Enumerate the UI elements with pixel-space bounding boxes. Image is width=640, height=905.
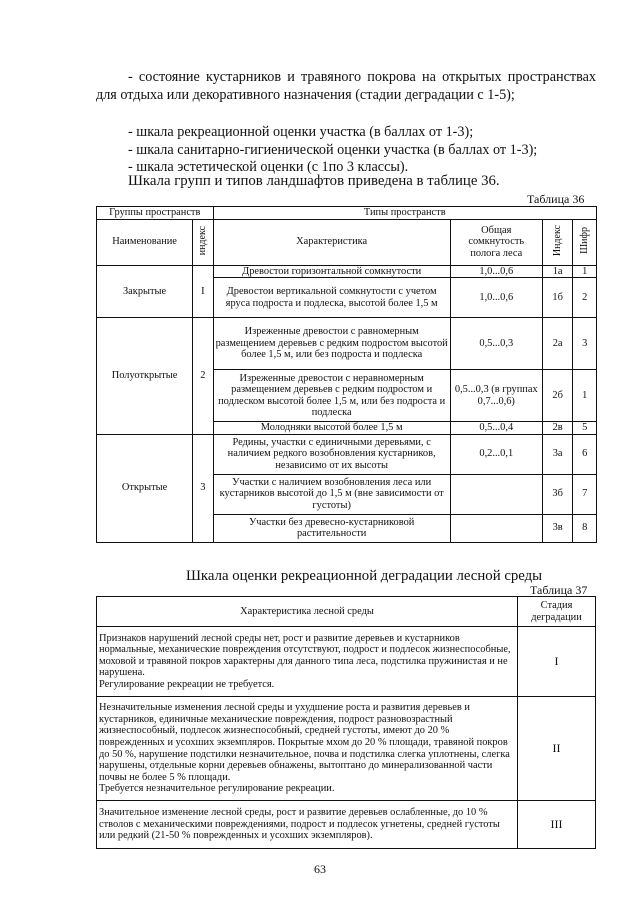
type-code: 1 bbox=[573, 370, 597, 422]
intro-paragraph: - состояние кустарников и травяного покрова на открытых пространствах для отдыха или декоративного назначения (стадии деградации с 1-5); bbox=[96, 69, 596, 103]
type-closure: 1,0...0,6 bbox=[450, 265, 542, 278]
type-characteristic: Древостои вертикальной сомкнутости с учетом яруса подроста и подлеска, высотой более 1,5 м bbox=[213, 278, 450, 318]
group-name-closed: Закрытые bbox=[97, 265, 193, 318]
degradation-stage: III bbox=[518, 801, 596, 849]
group-index-open: 3 bbox=[193, 434, 213, 542]
type-closure bbox=[450, 514, 542, 542]
type-characteristic: Молодняки высотой более 1,5 м bbox=[213, 422, 450, 435]
header-group-index: индекс bbox=[197, 225, 209, 255]
bullet-recreation-scale: - шкала рекреационной оценки участка (в баллах от 1-3); bbox=[128, 124, 474, 140]
table-row bbox=[97, 801, 596, 849]
table-row bbox=[97, 434, 597, 474]
type-closure: 0,5...0,3 (в группах 0,7...0,6) bbox=[450, 370, 542, 422]
type-characteristic: Участки без древесно-кустарниковой растительности bbox=[213, 514, 450, 542]
type-code: 8 bbox=[573, 514, 597, 542]
degradation-note: Регулирование рекреации не требуется. bbox=[99, 678, 275, 690]
bullet-sanitary-scale: - шкала санитарно-гигиенической оценки участка (в баллах от 1-3); bbox=[128, 142, 538, 158]
type-index: 2а bbox=[542, 318, 573, 370]
header-degradation-stage: Стадия деградации bbox=[518, 597, 596, 627]
page-number: 63 bbox=[314, 862, 326, 876]
bullet-aesthetic-scale: - шкала эстетической оценки (с 1по 3 классы). bbox=[128, 159, 409, 175]
header-groups: Группы пространств bbox=[97, 207, 214, 220]
type-characteristic: Редины, участки с единичными деревьями, с наличием редкого возобновления кустарников, независимо от их высоты bbox=[213, 434, 450, 474]
degradation-stage: II bbox=[518, 697, 596, 801]
header-characteristic: Характеристика bbox=[213, 219, 450, 265]
degradation-note: Требуется незначительное регулирование рекреации. bbox=[99, 783, 335, 795]
table-row bbox=[97, 318, 597, 370]
degradation-description: Незначительные изменения лесной среды и ухудшение роста и развития деревьев и кустарников, единичные механические повреждения, подрост разновозрастный жизнеспособный, подлесок жизнеспособный, средней густоты, имеют до 20 % поврежденных и усохших экземпляров. Покрытые мхом до 20 % площади, травяной покров до 50 %, нарушение подстилки незначительное, почва и подстилка слегка уплотнены, слегка нарушены, отдельные корни деревьев обнажены, вытоптано до минерализованной части почвы не более 5 % площади. bbox=[99, 702, 510, 783]
table36-lead-text: Шкала групп и типов ландшафтов приведена в таблице 36. bbox=[128, 173, 500, 189]
type-index: 3а bbox=[542, 434, 573, 474]
header-closure: Общая сомкнутость полога леса bbox=[450, 219, 542, 265]
table-row bbox=[97, 265, 597, 278]
type-index: 1б bbox=[542, 278, 573, 318]
table-row bbox=[97, 627, 596, 697]
landscape-types-table bbox=[96, 206, 597, 543]
degradation-description: Признаков нарушений лесной среды нет, рост и развитие деревьев и кустарников нормальные, механические повреждения отсутствуют, подрост и подлесок жизнеспособные, моховой и травяной покров характерны для данного типа леса, подстилка пружинистая и не нарушена. bbox=[99, 632, 511, 679]
group-index-semi-open: 2 bbox=[193, 318, 213, 435]
type-characteristic: Изреженные древостои с равномерным размещением деревьев с редким подростом высотой более 1,5 м, или без подроста и подлеска bbox=[213, 318, 450, 370]
table-row bbox=[97, 697, 596, 801]
type-code: 1 bbox=[573, 265, 597, 278]
group-name-open: Открытые bbox=[97, 434, 193, 542]
type-code: 7 bbox=[573, 474, 597, 514]
header-type-index: Индекс bbox=[552, 224, 564, 256]
header-types: Типы пространств bbox=[213, 207, 596, 220]
header-code: Шифр bbox=[579, 226, 591, 254]
group-name-semi-open: Полуоткрытые bbox=[97, 318, 193, 435]
group-index-closed: I bbox=[193, 265, 213, 318]
table37-caption: Таблица 37 bbox=[530, 583, 588, 597]
type-closure: 0,5...0,3 bbox=[450, 318, 542, 370]
type-closure: 1,0...0,6 bbox=[450, 278, 542, 318]
type-characteristic: Участки с наличием возобновления леса или кустарников высотой до 1,5 м (вне зависимости от густоты) bbox=[213, 474, 450, 514]
type-code: 5 bbox=[573, 422, 597, 435]
type-characteristic: Изреженные древостои с неравномерным размещением деревьев с редким подростом и подлеском высотой более 1,5 м, или без подроста и подлеска bbox=[213, 370, 450, 422]
type-index: 3в bbox=[542, 514, 573, 542]
type-code: 2 bbox=[573, 278, 597, 318]
degradation-scale-table bbox=[96, 596, 596, 849]
type-closure bbox=[450, 474, 542, 514]
type-index: 2б bbox=[542, 370, 573, 422]
table37-heading: Шкала оценки рекреационной деградации лесной среды bbox=[186, 568, 543, 584]
header-forest-characteristic: Характеристика лесной среды bbox=[97, 597, 518, 627]
table36-caption: Таблица 36 bbox=[527, 192, 585, 206]
type-closure: 0,2...0,1 bbox=[450, 434, 542, 474]
type-characteristic: Древостои горизонтальной сомкнутости bbox=[213, 265, 450, 278]
type-index: 2в bbox=[542, 422, 573, 435]
degradation-stage: I bbox=[518, 627, 596, 697]
type-closure: 0,5...0,4 bbox=[450, 422, 542, 435]
type-index: 1а bbox=[542, 265, 573, 278]
type-code: 3 bbox=[573, 318, 597, 370]
type-code: 6 bbox=[573, 434, 597, 474]
type-index: 3б bbox=[542, 474, 573, 514]
degradation-description: Значительное изменение лесной среды, рост и развитие деревьев ослабленные, до 10 % стволов с механическими повреждениями, подрост и подлесок угнетены, средней густоты или редкий (21-50 % поврежденных и усохших экземпляров). bbox=[99, 807, 500, 842]
header-name: Наименование bbox=[97, 219, 193, 265]
